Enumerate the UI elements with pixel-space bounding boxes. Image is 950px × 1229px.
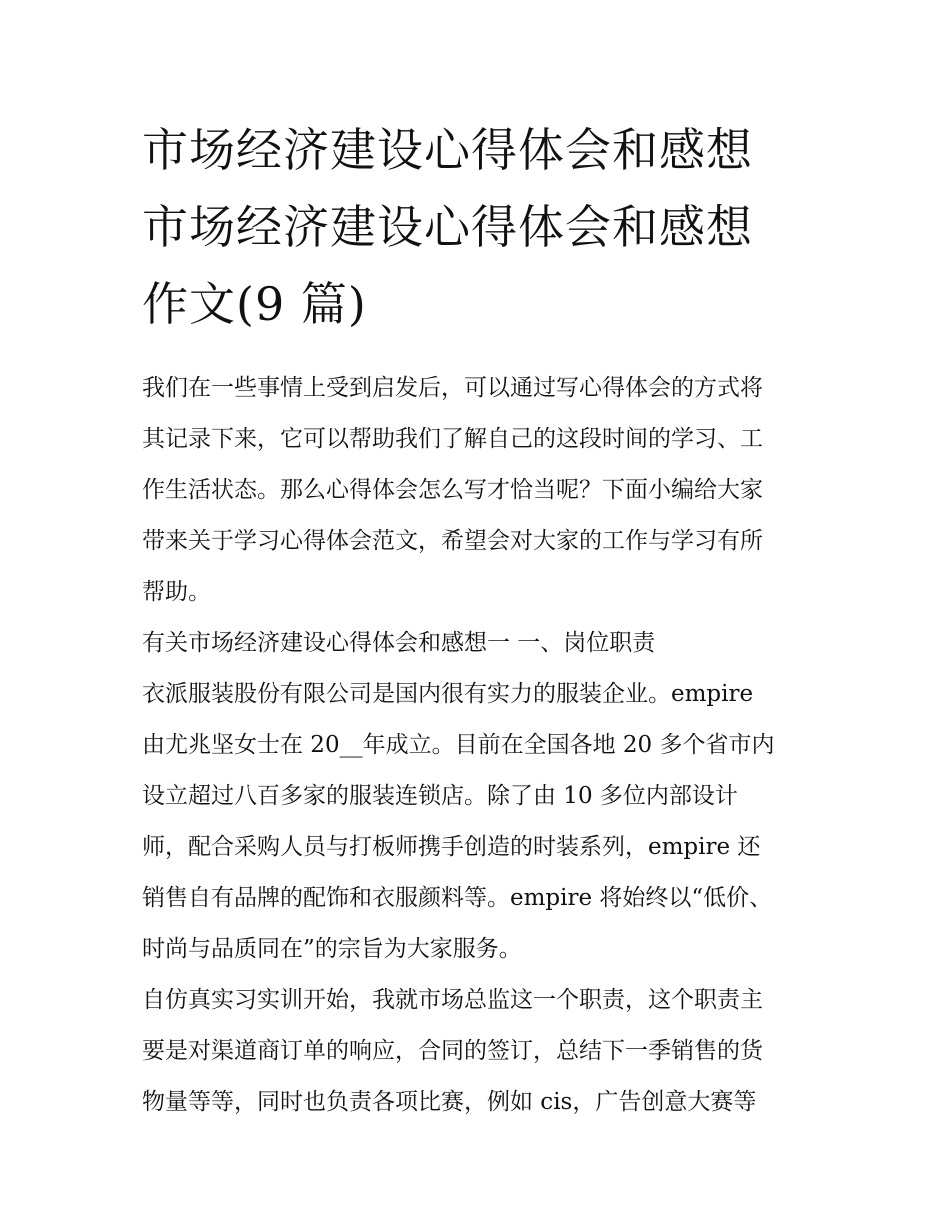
document-body [142,363,822,1128]
company-paragraph [142,669,822,975]
title-line-3: 作文(9 篇) [142,277,367,331]
title-line-2: 市场经济建设心得体会和感想 [142,200,753,254]
duty-paragraph [142,975,822,1128]
document-page [142,112,822,1128]
duty-line-3: 物量等等，同时也负责各项比赛，例如 cis，广告创意大赛等 [142,1089,757,1115]
title-line-1: 市场经济建设心得体会和感想 [142,123,753,177]
company-line-6: 时尚与品质同在”的宗旨为大家服务。 [142,936,522,962]
company-line-3: 设立超过八百多家的服装连锁店。除了由 10 多位内部设计 [142,783,738,809]
intro-line-3: 作生活状态。那么心得体会怎么写才恰当呢？下面小编给大家 [142,477,763,503]
intro-line-2: 其记录下来，它可以帮助我们了解自己的这段时间的学习、工 [142,426,763,452]
intro-line-1: 我们在一些事情上受到启发后，可以通过写心得体会的方式将 [142,375,763,401]
document-title [142,112,822,343]
section-heading-paragraph [142,618,822,669]
company-line-4: 师，配合采购人员与打板师携手创造的时装系列，empire 还 [142,834,761,860]
intro-paragraph [142,363,822,618]
company-line-5: 销售自有品牌的配饰和衣服颜料等。empire 将始终以“低价、 [142,885,773,911]
intro-line-5: 帮助。 [142,579,211,605]
duty-line-1: 自仿真实习实训开始，我就市场总监这一个职责，这个职责主 [142,987,763,1013]
section-heading: 有关市场经济建设心得体会和感想一 一、岗位职责 [142,630,656,656]
intro-line-4: 带来关于学习心得体会范文，希望会对大家的工作与学习有所 [142,528,763,554]
company-line-1: 衣派服装股份有限公司是国内很有实力的服装企业。empire [142,681,754,707]
duty-line-2: 要是对渠道商订单的响应，合同的签订，总结下一季销售的货 [142,1038,763,1064]
company-line-2: 由尤兆坚女士在 20__年成立。目前在全国各地 20 多个省市内 [142,732,775,758]
